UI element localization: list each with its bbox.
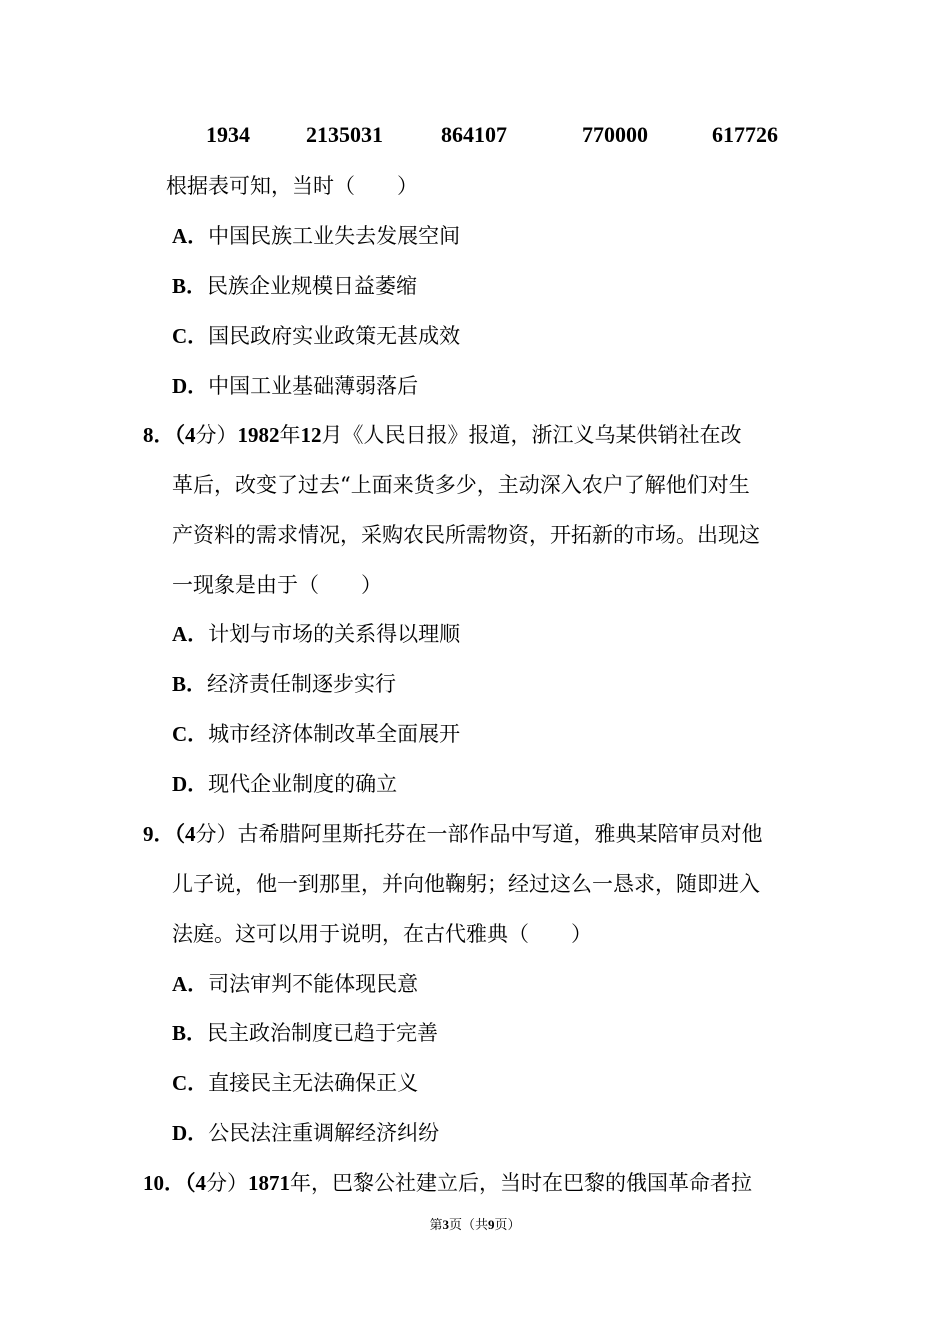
option-text: 中国民族工业失去发展空间 — [208, 224, 461, 248]
score-unit: 分） — [195, 423, 238, 447]
question-stem-line — [143, 421, 742, 449]
score-unit: 分） — [206, 1171, 248, 1195]
page-footer — [0, 1214, 950, 1233]
question-score: 4 — [185, 822, 196, 846]
option-a — [172, 620, 460, 648]
option-b — [172, 272, 417, 300]
question-stem-line: 产资料的需求情况，采购农民所需物资，开拓新的市场。出现这 — [172, 523, 760, 547]
option-c — [172, 720, 460, 748]
question-stem-line: 一现象是由于（ ） — [172, 573, 382, 597]
option-letter: C． — [172, 1071, 209, 1095]
option-letter: B． — [172, 1021, 208, 1045]
stem-text: 古希腊阿里斯托芬在一部作品中写道，雅典某陪审员对他 — [237, 822, 763, 846]
page-number: 3 — [442, 1217, 449, 1232]
year: 1982 — [237, 423, 280, 447]
table-cell: 617726 — [712, 122, 778, 147]
option-text: 国民政府实业政策无甚成效 — [208, 324, 461, 348]
option-b — [172, 670, 396, 698]
option-text: 城市经济体制改革全面展开 — [208, 722, 461, 746]
option-text: 民主政治制度已趋于完善 — [207, 1021, 439, 1045]
option-letter: D． — [172, 1121, 209, 1145]
year-unit: 年 — [279, 423, 301, 447]
question-stem-line — [143, 820, 763, 848]
footer-text: 页） — [494, 1218, 521, 1233]
option-a — [172, 970, 418, 998]
option-a — [172, 222, 460, 250]
question-score: 4 — [185, 423, 196, 447]
option-letter: D． — [172, 374, 209, 398]
option-text: 民族企业规模日益萎缩 — [207, 274, 418, 298]
option-d — [172, 770, 397, 798]
footer-text: 页（共 — [448, 1218, 488, 1233]
option-letter: C． — [172, 324, 209, 348]
footer-text: 第 — [429, 1218, 443, 1233]
table-cell: 770000 — [582, 122, 648, 147]
punct: ．（ — [153, 423, 185, 447]
punct: ．（ — [153, 822, 185, 846]
question-stem-line: 儿子说，他一到那里，并向他鞠躬；经过这么一恳求，随即进入 — [172, 872, 760, 896]
option-d — [172, 1119, 439, 1147]
question-number: 8 — [143, 423, 154, 447]
question-stem-line: 法庭。这可以用于说明，在古代雅典（ ） — [172, 922, 592, 946]
option-text: 司法审判不能体现民意 — [208, 972, 419, 996]
year: 1871 — [248, 1171, 290, 1195]
option-b — [172, 1019, 438, 1047]
option-text: 直接民主无法确保正义 — [208, 1071, 419, 1095]
punct: ．（ — [164, 1171, 196, 1195]
month-unit: 月 — [321, 423, 343, 447]
option-text: 经济责任制逐步实行 — [207, 672, 397, 696]
question-number: 10 — [143, 1171, 164, 1195]
option-letter: A． — [172, 972, 209, 996]
option-letter: B． — [172, 274, 208, 298]
option-letter: B． — [172, 672, 208, 696]
option-letter: C． — [172, 722, 209, 746]
question-number: 9 — [143, 822, 154, 846]
table-cell: 864107 — [441, 122, 507, 147]
question-stem-line: 革后，改变了过去“上面来货多少，主动深入农户了解他们对生 — [172, 473, 750, 497]
table-cell-year: 1934 — [206, 122, 250, 147]
option-letter: A． — [172, 622, 209, 646]
option-d — [172, 372, 418, 400]
option-letter: D． — [172, 772, 209, 796]
option-text: 中国工业基础薄弱落后 — [208, 374, 419, 398]
option-c — [172, 1069, 418, 1097]
stem-text: 《人民日报》报道，浙江义乌某供销社在改 — [342, 423, 742, 447]
option-text: 现代企业制度的确立 — [208, 772, 398, 796]
option-text: 公民法注重调解经济纠纷 — [208, 1121, 440, 1145]
total-pages: 9 — [488, 1217, 495, 1232]
option-letter: A． — [172, 224, 209, 248]
option-c — [172, 322, 460, 350]
option-text: 计划与市场的关系得以理顺 — [208, 622, 461, 646]
question-stem: 根据表可知，当时（ ） — [166, 174, 418, 198]
score-unit: 分） — [195, 822, 238, 846]
stem-text: 年，巴黎公社建立后，当时在巴黎的俄国革命者拉 — [290, 1171, 752, 1195]
month: 12 — [300, 423, 322, 447]
question-score: 4 — [195, 1171, 206, 1195]
question-stem-line — [143, 1169, 752, 1197]
table-cell: 2135031 — [306, 122, 383, 147]
